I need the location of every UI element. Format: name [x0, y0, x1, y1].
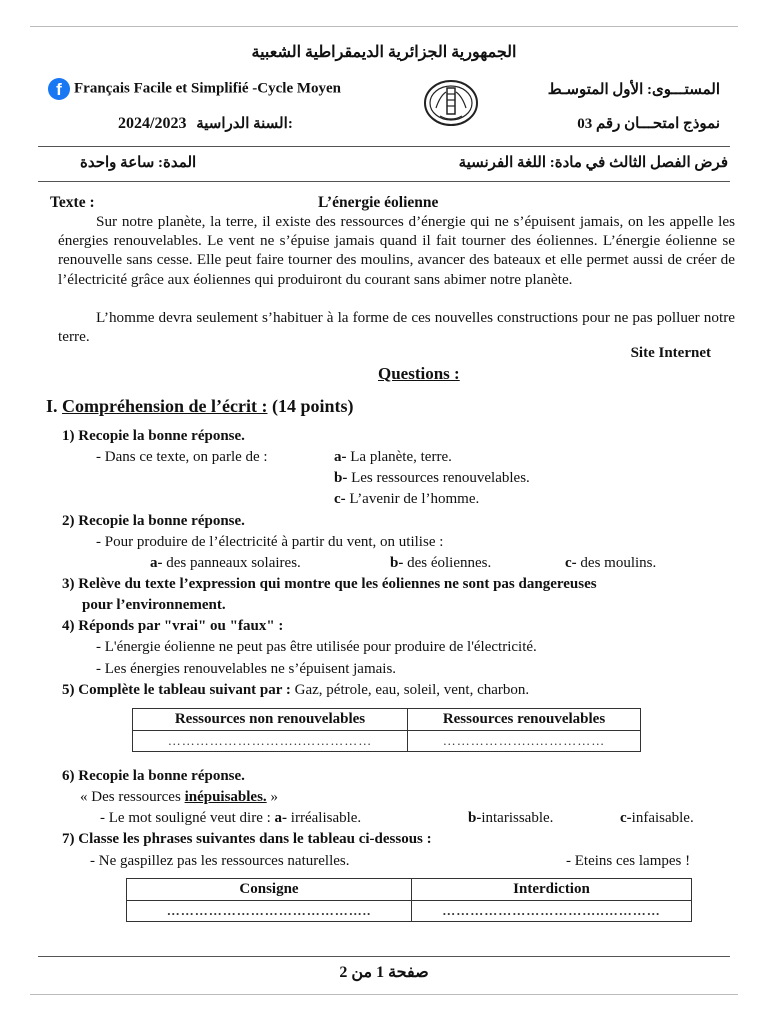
q7-title: 7) Classe les phrases suivantes dans le tableau ci-dessous :: [62, 831, 432, 847]
q7-blank-2[interactable]: ……………………………..…………: [412, 901, 692, 922]
q7-col-interdiction: Interdiction: [412, 879, 692, 901]
q6-title: 6) Recopie la bonne réponse.: [62, 768, 245, 784]
q6-quote: « Des ressources inépuisables. »: [80, 789, 278, 805]
school-year: [118, 114, 293, 133]
q4-statement-2: - Les énergies renouvelables ne s’épuisent jamais.: [96, 661, 397, 677]
q6-option-b: b-intarissable.: [468, 810, 554, 826]
level-label: المستـــوى: الأول المتوسـط: [547, 82, 720, 98]
q7-sentence-1: - Ne gaspillez pas les ressources naturelles.: [90, 853, 350, 869]
q6-option-c: c-infaisable.: [620, 810, 694, 826]
q3-line-2: pour l’environnement.: [82, 597, 226, 613]
q2-title: 2) Recopie la bonne réponse.: [62, 513, 245, 529]
q6-underlined-word: inépuisables.: [184, 789, 267, 805]
q1-option-a: a- La planète, terre.: [334, 449, 452, 465]
text-title: L’énergie éolienne: [318, 194, 439, 211]
q7-blank-1[interactable]: ……………………………………..: [127, 901, 412, 922]
q1-option-c: c- L’avenir de l’homme.: [334, 491, 480, 507]
q5-title: 5) Complète le tableau suivant par : Gaz, pétrole, eau, soleil, vent, charbon.: [62, 682, 530, 698]
section-number: I.: [46, 396, 58, 416]
bottom-border: [30, 994, 738, 995]
header-divider-1: [38, 146, 730, 147]
q5-blank-2[interactable]: ………………..……………: [408, 731, 641, 752]
q5-table: [132, 708, 641, 752]
q2-option-c: c- des moulins.: [565, 555, 657, 571]
exam-title: فرض الفصل الثالث في مادة: اللغة الفرنسية: [458, 155, 728, 171]
republic-title: الجمهورية الجزائرية الديمقراطية الشعبية: [251, 44, 517, 61]
school-year-label: السنة الدراسية:: [196, 116, 293, 132]
emblem-logo: [422, 78, 480, 128]
school-year-value: 2024/2023: [118, 115, 187, 132]
page-number: صفحة 1 من 2: [339, 964, 429, 981]
q2-option-a: a- des panneaux solaires.: [150, 555, 301, 571]
q5-col-renewable: Ressources renouvelables: [408, 709, 641, 731]
q7-table: [126, 878, 692, 922]
exam-model: نموذج امتحـــان رقم 03: [577, 116, 720, 132]
top-border: [30, 26, 738, 27]
q2-option-b: b- des éoliennes.: [390, 555, 492, 571]
q3-line-1: 3) Relève du texte l’expression qui montre que les éoliennes ne sont pas dangereuses: [62, 576, 597, 592]
duration-label: المدة: ساعة واحدة: [80, 155, 197, 171]
footer-divider: [38, 956, 730, 957]
text-paragraph-2: L’homme devra seulement s’habituer à la forme de ces nouvelles constructions pour ne pas polluer notre terre.: [58, 309, 735, 346]
header-divider-2: [38, 181, 730, 182]
facebook-icon: f: [48, 78, 70, 100]
q4-title: 4) Réponds par "vrai" ou "faux" :: [62, 618, 284, 634]
brand-text: Français Facile et Simplifié -Cycle Moyen: [74, 80, 342, 97]
q1-title: 1) Recopie la bonne réponse.: [62, 428, 245, 444]
section-title: Compréhension de l’écrit :: [62, 396, 268, 416]
q5-word-list: Gaz, pétrole, eau, soleil, vent, charbon.: [294, 682, 530, 698]
text-source: Site Internet: [630, 345, 711, 361]
brand-line: [48, 78, 341, 100]
q1-stem: - Dans ce texte, on parle de :: [96, 449, 268, 465]
questions-title: Questions :: [378, 364, 460, 383]
q5-blank-1[interactable]: ………………………..……………: [133, 731, 408, 752]
q5-col-non-renewable: Ressources non renouvelables: [133, 709, 408, 731]
q1-option-b: b- Les ressources renouvelables.: [334, 470, 530, 486]
q4-statement-1: - L'énergie éolienne ne peut pas être utilisée pour produire de l'électricité.: [96, 639, 537, 655]
text-label: Texte :: [50, 194, 95, 211]
section-heading: [46, 396, 354, 417]
q6-stem: - Le mot souligné veut dire : a- irréalisable.: [100, 810, 362, 826]
section-points: (14 points): [271, 396, 354, 416]
text-paragraph-1: Sur notre planète, la terre, il existe des ressources d’énergie qui ne s’épuisent jamais, on les appelle les énergies renouvelables. Le vent ne s’épuise jamais quand il fait tourner des éoliennes. L’énergie éolienne se renouvelle sans cesse. Elle peut faire tourner des moulins, avancer des bateaux et elle permet aussi de créer de l’électricité grâce aux éoliennes qui produiront du courant sans abimer notre planète.: [58, 213, 735, 288]
q7-sentence-2: - Eteins ces lampes !: [566, 853, 691, 869]
q7-col-consigne: Consigne: [127, 879, 412, 901]
q2-stem: - Pour produire de l’électricité à partir du vent, on utilise :: [96, 534, 444, 550]
